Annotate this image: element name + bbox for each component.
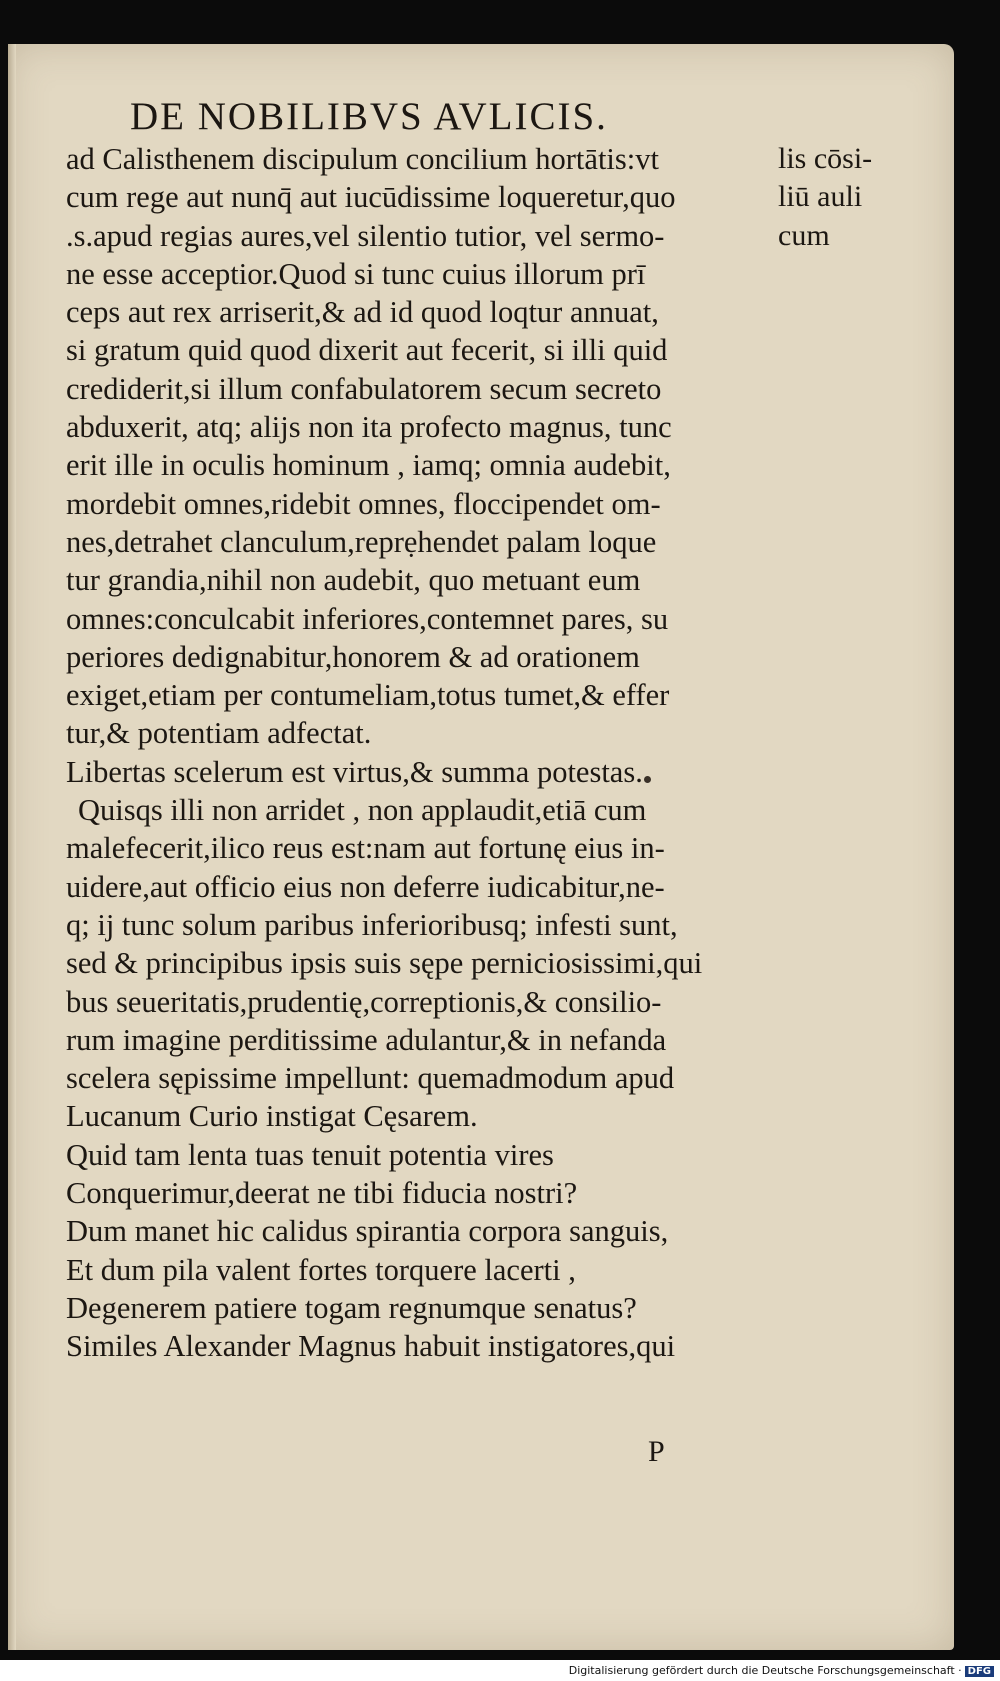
text-line: Quisqs illi non arridet , non applaudit,etiā cum [78, 793, 647, 828]
text-line: ad Calisthenem discipulum concilium hortātis:vt [66, 142, 659, 176]
text-line: si gratum quid quod dixerit aut fecerit, si illi quid [66, 333, 668, 368]
margin-note-line: liū auli [778, 180, 863, 214]
book-page [8, 44, 954, 1650]
text-line: periores dedignabitur,honorem & ad orationem [66, 639, 640, 674]
text-line: nes,detrahet clanculum,reprẹhendet palam loque [66, 524, 657, 559]
verse-line: Conquerimur,deerat ne tibi fiducia nostri? [66, 1176, 578, 1211]
text-line: scelera sępissime impellunt: quemadmodum apud [66, 1061, 675, 1096]
body-text [66, 140, 806, 1366]
verse-line: Et dum pila valent fortes torquere lacerti , [66, 1252, 576, 1287]
text-line: tur,& potentiam adfectat. [66, 716, 372, 751]
verse-line: Dum manet hic calidus spirantia corpora sanguis, [66, 1214, 669, 1249]
dfg-logo: DFG [965, 1666, 994, 1677]
text-line: omnes:conculcabit inferiores,contemnet pares, su [66, 601, 669, 636]
text-line: Lucanum Curio instigat Cęsarem. [66, 1099, 478, 1134]
margin-note-line: lis cōsi- [778, 142, 873, 175]
text-line: sed & principibus ipsis suis sępe perniciosissimi,qui [66, 946, 703, 981]
marginal-note [778, 140, 872, 255]
text-line: rum imagine perditissime adulantur,& in nefanda [66, 1022, 667, 1057]
text-line: ne esse acceptior.Quod si tunc cuius illorum prī [66, 256, 646, 291]
verse-line: Libertas scelerum est virtus,& summa potestas. [66, 754, 643, 789]
ink-speck [644, 776, 651, 783]
verse-line: Quid tam lenta tuas tenuit potentia vires [66, 1137, 554, 1172]
page-gutter-edge [8, 44, 16, 1650]
text-line: mordebit omnes,ridebit omnes, floccipendet om- [66, 486, 661, 521]
signature-mark: P [648, 1435, 665, 1468]
text-line: uidere,aut officio eius non deferre iudicabitur,ne- [66, 869, 665, 904]
text-line: tur grandia,nihil non audebit, quo metuant eum [66, 563, 641, 598]
text-line: q; ij tunc solum paribus inferioribusq; infesti sunt, [66, 907, 678, 942]
text-line: malefecerit,ilico reus est:nam aut fortunę eius in- [66, 831, 665, 866]
running-header: DE NOBILIBVS AVLICIS. [130, 95, 608, 138]
margin-note-line: cum [778, 218, 830, 252]
text-line: cum rege aut nunq̄ aut iucūdissime loqueretur,quo [66, 180, 676, 215]
text-line: .s.apud regias aures,vel silentio tutior, vel sermo- [66, 218, 665, 253]
text-line: abduxerit, atq; alijs non ita profecto magnus, tunc [66, 410, 672, 445]
text-line: bus seueritatis,prudentię,correptionis,& consilio- [66, 984, 662, 1019]
text-line: crediderit,si illum confabulatorem secum secreto [66, 371, 662, 406]
footer-text: Digitalisierung gefördert durch die Deutsche Forschungsgemeinschaft · [568, 1664, 962, 1677]
digitization-footer [569, 1664, 994, 1677]
text-line: Similes Alexander Magnus habuit instigatores,qui [66, 1329, 676, 1364]
text-line: ceps aut rex arriserit,& ad id quod loqtur annuat, [66, 295, 659, 330]
text-line: erit ille in oculis hominum , iamq; omnia audebit, [66, 448, 671, 483]
text-line: exiget,etiam per contumeliam,totus tumet,& effer [66, 678, 670, 713]
verse-line: Degenerem patiere togam regnumque senatus? [66, 1290, 637, 1325]
